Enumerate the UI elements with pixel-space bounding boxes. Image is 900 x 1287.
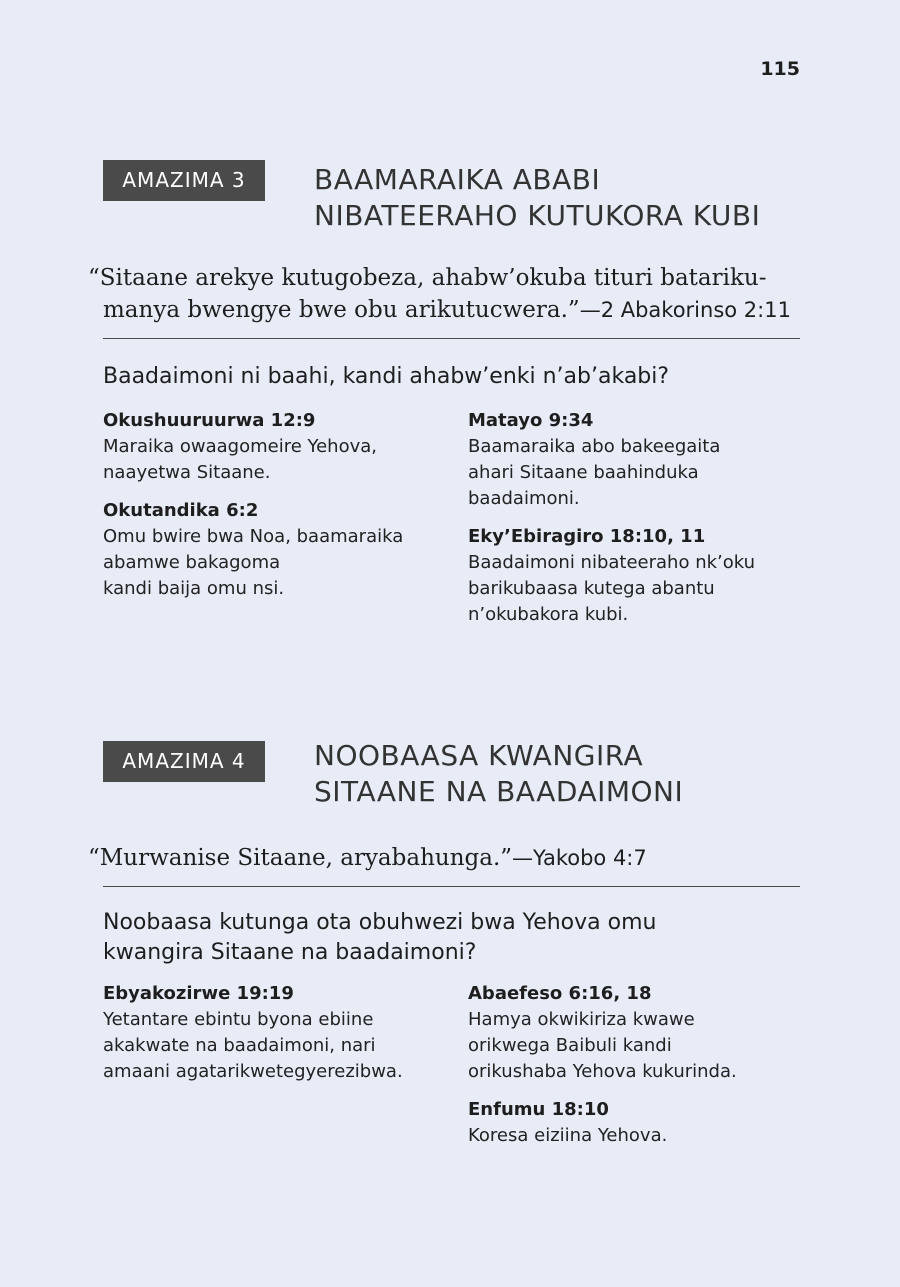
entry-reference: Abaefeso 6:16, 18: [468, 983, 652, 1004]
question-line: Noobaasa kutunga ota obuhwezi bwa Yehova omu: [103, 910, 657, 935]
entry-text: [103, 524, 453, 602]
entry-reference: Enfumu 18:10: [468, 1099, 609, 1120]
entry-text-line: Baamaraika abo bakeegaita: [468, 436, 721, 457]
entry-text: [103, 434, 453, 486]
section-title-line: NOOBAASA KWANGIRA: [314, 739, 644, 772]
quote-line: “Sitaane arekye kutugobeza, ahabw’okuba tituri batariku-: [88, 265, 767, 291]
entry-text-line: abamwe bakagoma: [103, 552, 281, 573]
entry-text: [468, 434, 818, 512]
scripture-entry: [468, 408, 818, 512]
entry-text-line: Hamya okwikiriza kwawe: [468, 1009, 695, 1030]
scripture-entry: [468, 981, 818, 1085]
entry-text-line: kandi baija omu nsi.: [103, 578, 285, 599]
entry-reference: Okutandika 6:2: [103, 500, 259, 521]
entry-text-line: Koresa eiziina Yehova.: [468, 1125, 668, 1146]
entry-text: [468, 550, 818, 628]
right-column: [468, 408, 818, 640]
entry-reference: Ebyakozirwe 19:19: [103, 983, 294, 1004]
scripture-quote: [88, 262, 808, 326]
entry-text-line: naayetwa Sitaane.: [103, 462, 271, 483]
quote-line: manya bwengye bwe obu arikutucwera.”: [103, 297, 580, 323]
question-line: Baadaimoni ni baahi, kandi ahabw’enki n’ab’akabi?: [103, 364, 670, 389]
entry-text-line: Baadaimoni nibateeraho nk’oku: [468, 552, 756, 573]
entry-reference: Okushuuruurwa 12:9: [103, 410, 316, 431]
entry-text-line: baadaimoni.: [468, 488, 580, 509]
scripture-entry: [103, 498, 453, 602]
right-column: [468, 981, 818, 1161]
entry-text-line: orikushaba Yehova kukurinda.: [468, 1061, 737, 1082]
scripture-quote: [88, 842, 808, 874]
entry-text: [468, 1007, 818, 1085]
entry-reference: Eky’Ebiragiro 18:10, 11: [468, 526, 706, 547]
entry-text-line: orikwega Baibuli kandi: [468, 1035, 672, 1056]
section-title: [314, 162, 834, 234]
section-question: [103, 908, 743, 968]
entry-reference: Matayo 9:34: [468, 410, 594, 431]
scripture-entry: [468, 524, 818, 628]
entry-text-line: Omu bwire bwa Noa, baamaraika: [103, 526, 404, 547]
left-column: [103, 408, 453, 614]
quote-reference: —Yakobo 4:7: [512, 846, 647, 870]
left-column: [103, 981, 453, 1097]
scripture-entry: [103, 981, 453, 1085]
scripture-entry: [103, 408, 453, 486]
section-title-line: BAAMARAIKA ABABI: [314, 163, 601, 196]
section-title-line: SITAANE NA BAADAIMONI: [314, 775, 684, 808]
divider-rule: [103, 338, 800, 339]
entry-text-line: Maraika owaagomeire Yehova,: [103, 436, 377, 457]
entry-text-line: barikubaasa kutega abantu: [468, 578, 715, 599]
quote-reference: —2 Abakorinso 2:11: [579, 298, 791, 322]
entry-text-line: n’okubakora kubi.: [468, 604, 629, 625]
entry-text-line: akakwate na baadaimoni, nari: [103, 1035, 376, 1056]
section-title: [314, 738, 834, 810]
entry-text-line: amaani agatarikwetegyerezibwa.: [103, 1061, 403, 1082]
section-question: [103, 362, 743, 392]
scripture-entry: [468, 1097, 818, 1149]
section-title-line: NIBATEERAHO KUTUKORA KUBI: [314, 199, 761, 232]
entry-text: [103, 1007, 453, 1085]
quote-line: “Murwanise Sitaane, aryabahunga.”: [88, 845, 513, 871]
quote-line-with-ref: [88, 294, 808, 326]
page-number: 115: [760, 58, 800, 80]
section-badge: AMAZIMA 4: [103, 741, 265, 782]
entry-text-line: ahari Sitaane baahinduka: [468, 462, 699, 483]
entry-text: [468, 1123, 818, 1149]
quote-line-with-ref: [88, 842, 808, 874]
divider-rule: [103, 886, 800, 887]
section-badge: AMAZIMA 3: [103, 160, 265, 201]
entry-text-line: Yetantare ebintu byona ebiine: [103, 1009, 374, 1030]
question-line: kwangira Sitaane na baadaimoni?: [103, 940, 477, 965]
